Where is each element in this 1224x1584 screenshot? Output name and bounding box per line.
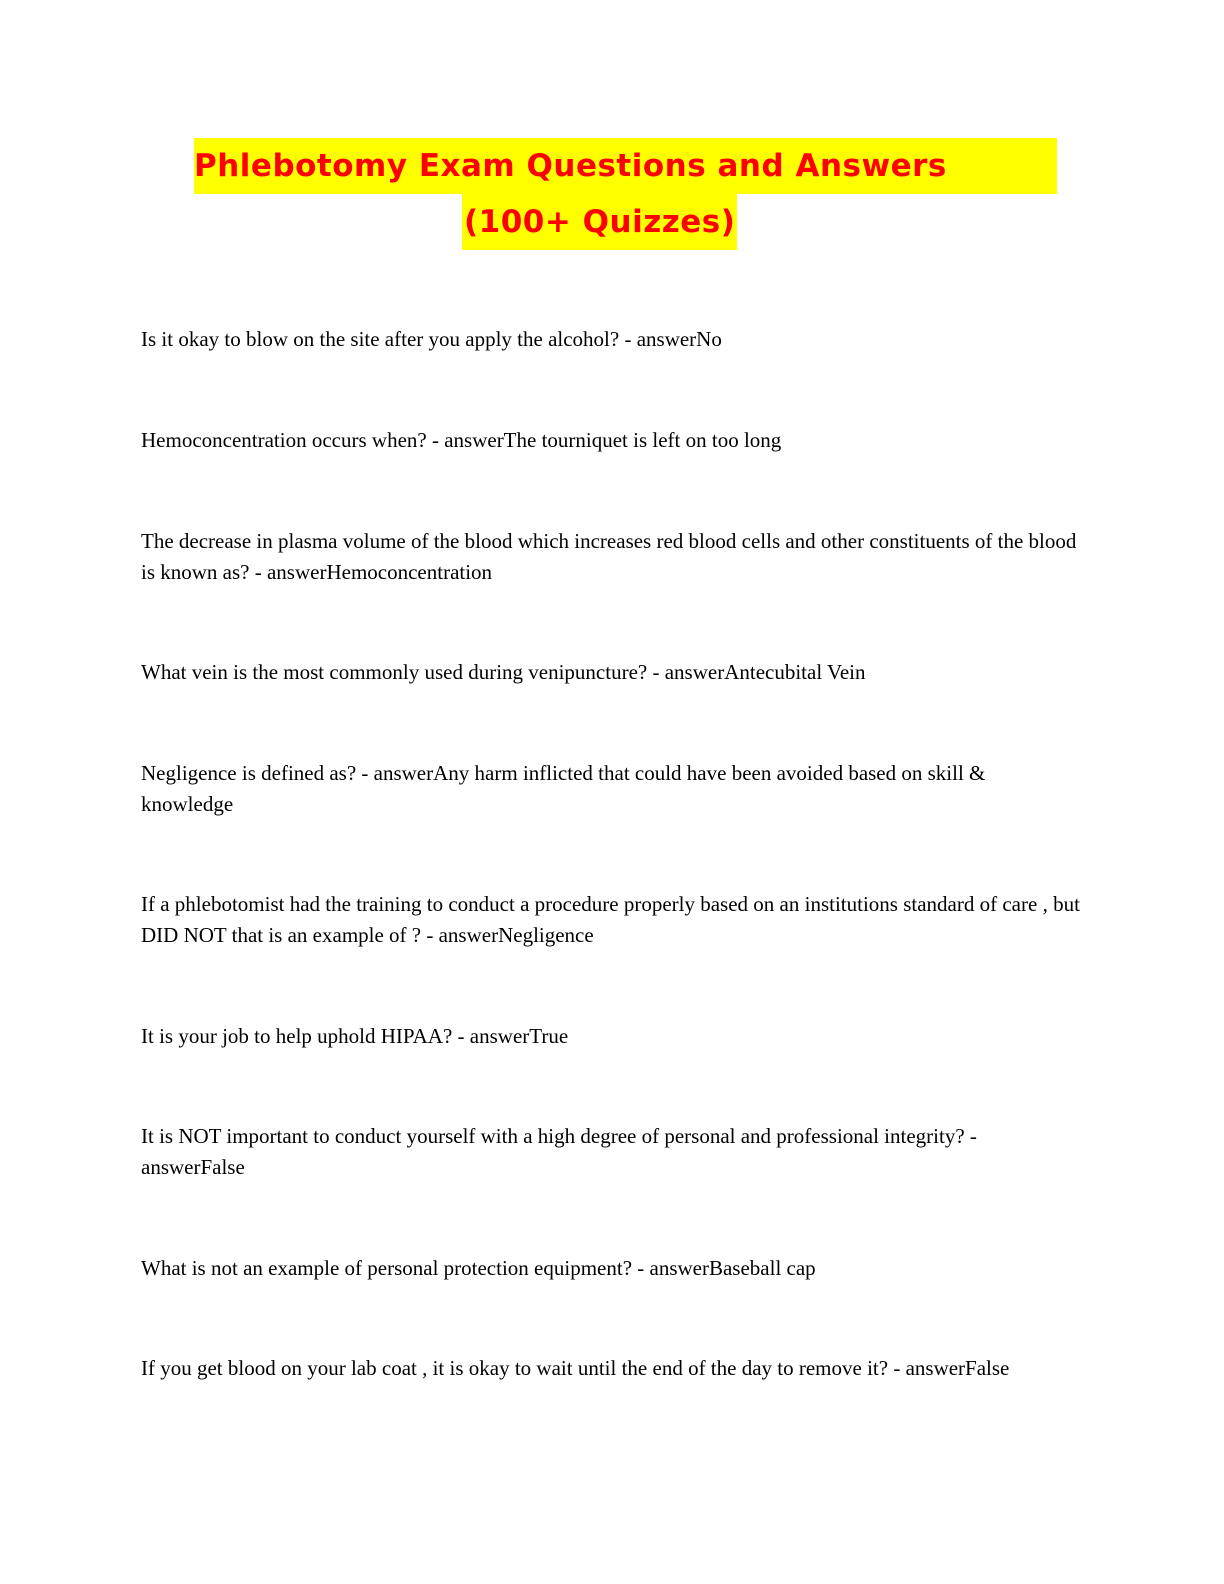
title-line-2: (100+ Quizzes) (462, 194, 737, 250)
qa-item-3: The decrease in plasma volume of the blood which increases red blood cells and other constituents of the blood is known as? - answerHemoconcentration (141, 529, 1077, 584)
qa-item-4: What vein is the most commonly used during venipuncture? - answerAntecubital Vein (141, 660, 866, 684)
title-line-1: Phlebotomy Exam Questions and Answers (194, 138, 1057, 194)
qa-item-7: It is your job to help uphold HIPAA? - answerTrue (141, 1024, 569, 1048)
qa-item-8: It is NOT important to conduct yourself with a high degree of personal and professional integrity? - answerFalse (141, 1124, 977, 1179)
qa-item-6: If a phlebotomist had the training to conduct a procedure properly based on an institutions standard of care , but DID NOT that is an example of ? - answerNegligence (141, 892, 1080, 947)
qa-item-9: What is not an example of personal protection equipment? - answerBaseball cap (141, 1256, 816, 1280)
qa-item-1: Is it okay to blow on the site after you apply the alcohol? - answerNo (141, 327, 722, 351)
qa-item-5: Negligence is defined as? - answerAny harm inflicted that could have been avoided based on skill & knowledge (141, 761, 986, 816)
qa-item-10: If you get blood on your lab coat , it is okay to wait until the end of the day to remove it? - answerFalse (141, 1356, 1010, 1380)
qa-item-2: Hemoconcentration occurs when? - answerThe tourniquet is left on too long (141, 428, 782, 452)
